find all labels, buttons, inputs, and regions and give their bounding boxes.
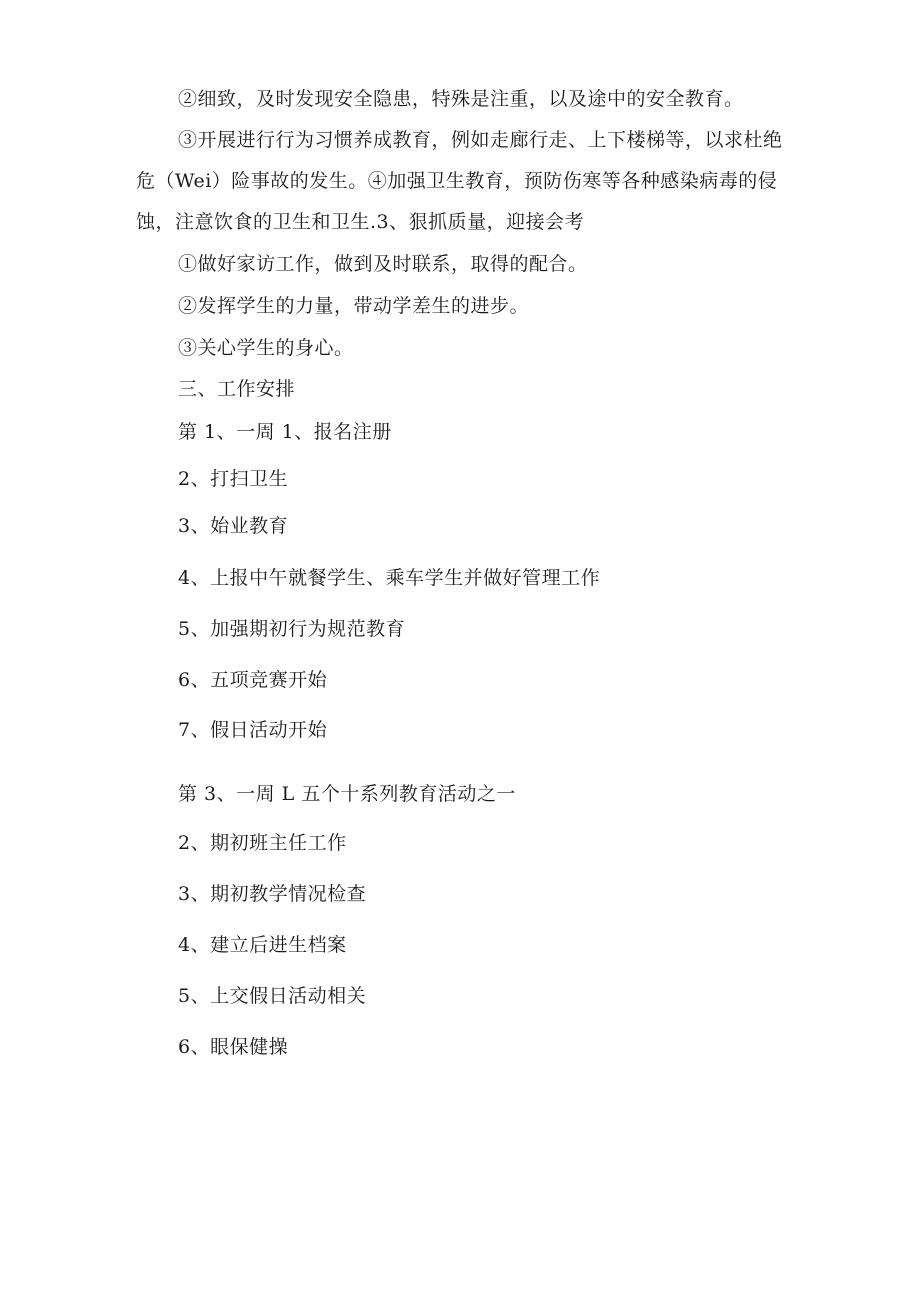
week-1-item: 7、假日活动开始	[178, 719, 328, 741]
week-3-item: 3、期初教学情况检查	[178, 883, 367, 905]
paragraph-student-strength: ②发挥学生的力量，带动学差生的进步。	[178, 295, 530, 317]
week-3-item: 6、眼保健操	[178, 1036, 289, 1058]
week-1-heading: 第 1、一周 1、报名注册	[178, 421, 392, 443]
week-1-item: 5、加强期初行为规范教育	[178, 618, 406, 640]
week-1-item: 6、五项竞赛开始	[178, 669, 328, 691]
section-heading-work-schedule: 三、工作安排	[178, 378, 296, 400]
week-3-item: 4、建立后进生档案	[178, 934, 347, 956]
week-3-heading: 第 3、一周 L 五个十系列教育活动之一	[178, 783, 516, 805]
paragraph-hygiene-quality: 蚀，注意饮食的卫生和卫生.3、狠抓质量，迎接会考	[136, 211, 585, 233]
week-1-item: 2、打扫卫生	[178, 468, 289, 490]
paragraph-behavior-habits: ③开展进行行为习惯养成教育，例如走廊行走、上下楼梯等，以求杜绝	[178, 129, 783, 151]
week-3-item: 5、上交假日活动相关	[178, 985, 367, 1007]
week-1-item: 3、始业教育	[178, 515, 289, 537]
paragraph-safety-detail: ②细致，及时发现安全隐患，特殊是注重，以及途中的安全教育。	[178, 88, 744, 110]
week-1-item: 4、上报中午就餐学生、乘车学生并做好管理工作	[178, 567, 601, 589]
week-3-item: 2、期初班主任工作	[178, 832, 347, 854]
paragraph-behavior-habits-continued: 危（Wei）险事故的发生。④加强卫生教育，预防伤寒等各种感染病毒的侵	[136, 170, 778, 192]
paragraph-student-wellbeing: ③关心学生的身心。	[178, 337, 354, 359]
paragraph-home-visit: ①做好家访工作，做到及时联系，取得的配合。	[178, 253, 588, 275]
